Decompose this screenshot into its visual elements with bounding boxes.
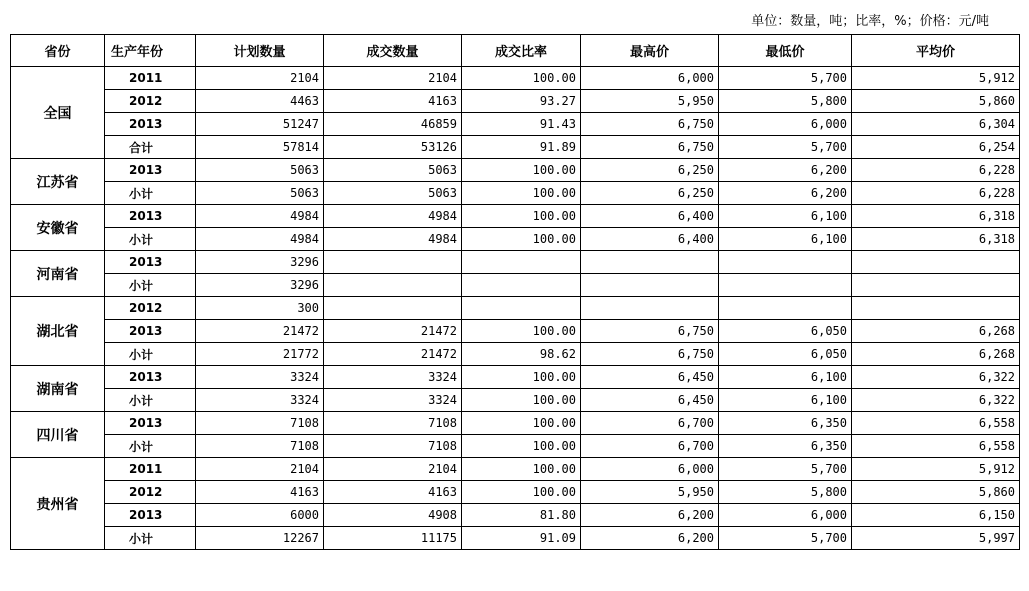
value-cell: 5,700 (719, 67, 852, 90)
value-cell: 6,100 (719, 228, 852, 251)
value-cell: 100.00 (462, 389, 581, 412)
value-cell: 5063 (196, 159, 324, 182)
year-cell: 2013 (105, 113, 196, 136)
value-cell: 4908 (324, 504, 462, 527)
table-row (11, 458, 1020, 481)
value-cell: 4463 (196, 90, 324, 113)
value-cell (719, 297, 852, 320)
table-row (11, 297, 1020, 320)
year-cell: 2012 (105, 297, 196, 320)
year-cell: 2013 (105, 366, 196, 389)
table-row (11, 67, 1020, 90)
value-cell: 6,200 (581, 527, 719, 550)
table-row (11, 366, 1020, 389)
table-row (11, 228, 1020, 251)
year-cell: 2013 (105, 205, 196, 228)
value-cell: 3324 (196, 389, 324, 412)
table-body (11, 67, 1020, 550)
value-cell: 100.00 (462, 412, 581, 435)
value-cell: 5,700 (719, 136, 852, 159)
value-cell: 81.80 (462, 504, 581, 527)
value-cell: 21772 (196, 343, 324, 366)
value-cell: 100.00 (462, 182, 581, 205)
value-cell: 100.00 (462, 159, 581, 182)
value-cell: 6,750 (581, 343, 719, 366)
value-cell: 5,912 (852, 67, 1020, 90)
year-cell: 2013 (105, 504, 196, 527)
value-cell: 6,200 (581, 504, 719, 527)
value-cell: 6,250 (581, 182, 719, 205)
value-cell: 6,318 (852, 205, 1020, 228)
year-cell: 小计 (105, 182, 196, 205)
province-cell: 贵州省 (11, 458, 105, 550)
value-cell (462, 274, 581, 297)
table-row (11, 527, 1020, 550)
year-cell: 2013 (105, 159, 196, 182)
value-cell: 57814 (196, 136, 324, 159)
value-cell: 6,400 (581, 205, 719, 228)
value-cell: 7108 (324, 435, 462, 458)
value-cell (852, 251, 1020, 274)
value-cell: 53126 (324, 136, 462, 159)
value-cell: 11175 (324, 527, 462, 550)
value-cell: 100.00 (462, 458, 581, 481)
value-cell: 12267 (196, 527, 324, 550)
value-cell: 91.09 (462, 527, 581, 550)
value-cell (581, 251, 719, 274)
table-row (11, 343, 1020, 366)
value-cell: 3296 (196, 251, 324, 274)
value-cell: 3296 (196, 274, 324, 297)
value-cell: 46859 (324, 113, 462, 136)
value-cell: 6,350 (719, 435, 852, 458)
value-cell: 5,800 (719, 481, 852, 504)
value-cell: 3324 (324, 389, 462, 412)
value-cell: 6,558 (852, 412, 1020, 435)
value-cell: 5,800 (719, 90, 852, 113)
header-row (11, 35, 1020, 67)
table-row (11, 412, 1020, 435)
value-cell: 6,450 (581, 366, 719, 389)
table-row (11, 251, 1020, 274)
value-cell: 2104 (324, 67, 462, 90)
value-cell (581, 297, 719, 320)
value-cell: 21472 (196, 320, 324, 343)
value-cell: 6,268 (852, 343, 1020, 366)
table-row (11, 389, 1020, 412)
year-cell: 小计 (105, 228, 196, 251)
year-cell: 小计 (105, 527, 196, 550)
table-row (11, 274, 1020, 297)
value-cell: 6,200 (719, 159, 852, 182)
table-row (11, 481, 1020, 504)
value-cell: 4163 (324, 90, 462, 113)
value-cell (324, 251, 462, 274)
value-cell: 5,912 (852, 458, 1020, 481)
year-cell: 合计 (105, 136, 196, 159)
value-cell (324, 297, 462, 320)
value-cell: 6,254 (852, 136, 1020, 159)
value-cell (719, 274, 852, 297)
header-max-price: 最高价 (581, 35, 719, 67)
value-cell: 4984 (196, 205, 324, 228)
value-cell (462, 251, 581, 274)
value-cell: 4984 (324, 228, 462, 251)
year-cell: 2011 (105, 458, 196, 481)
value-cell: 5063 (324, 182, 462, 205)
table-row (11, 113, 1020, 136)
value-cell: 7108 (196, 435, 324, 458)
year-cell: 2012 (105, 481, 196, 504)
value-cell: 4984 (196, 228, 324, 251)
value-cell: 3324 (196, 366, 324, 389)
province-cell: 江苏省 (11, 159, 105, 205)
value-cell: 2104 (196, 458, 324, 481)
value-cell: 6,400 (581, 228, 719, 251)
value-cell: 5,700 (719, 458, 852, 481)
value-cell: 6,100 (719, 205, 852, 228)
value-cell: 21472 (324, 343, 462, 366)
value-cell: 100.00 (462, 366, 581, 389)
value-cell (852, 297, 1020, 320)
province-cell: 四川省 (11, 412, 105, 458)
value-cell: 6,558 (852, 435, 1020, 458)
value-cell: 4163 (196, 481, 324, 504)
value-cell: 98.62 (462, 343, 581, 366)
value-cell: 6,000 (719, 504, 852, 527)
value-cell: 6,050 (719, 343, 852, 366)
value-cell: 100.00 (462, 228, 581, 251)
table-row (11, 159, 1020, 182)
year-cell: 2012 (105, 90, 196, 113)
table-row (11, 136, 1020, 159)
value-cell: 6,268 (852, 320, 1020, 343)
value-cell: 6,450 (581, 389, 719, 412)
value-cell: 100.00 (462, 67, 581, 90)
value-cell: 6,150 (852, 504, 1020, 527)
value-cell: 4984 (324, 205, 462, 228)
value-cell: 6,228 (852, 159, 1020, 182)
table-row (11, 182, 1020, 205)
value-cell: 6,750 (581, 136, 719, 159)
value-cell: 5,700 (719, 527, 852, 550)
year-cell: 2013 (105, 412, 196, 435)
value-cell: 4163 (324, 481, 462, 504)
value-cell (324, 274, 462, 297)
province-cell: 湖北省 (11, 297, 105, 366)
table-row (11, 205, 1020, 228)
value-cell: 5,860 (852, 90, 1020, 113)
header-province: 省份 (11, 35, 105, 67)
year-cell: 小计 (105, 389, 196, 412)
value-cell: 6,000 (581, 67, 719, 90)
value-cell: 6,050 (719, 320, 852, 343)
value-cell: 2104 (196, 67, 324, 90)
value-cell (581, 274, 719, 297)
header-deal-ratio: 成交比率 (462, 35, 581, 67)
unit-note: 单位：数量，吨；比率，%；价格：元/吨 (751, 14, 989, 29)
province-cell: 全国 (11, 67, 105, 159)
table-row (11, 320, 1020, 343)
value-cell: 100.00 (462, 205, 581, 228)
value-cell: 91.89 (462, 136, 581, 159)
value-cell: 5063 (324, 159, 462, 182)
value-cell: 3324 (324, 366, 462, 389)
province-cell: 河南省 (11, 251, 105, 297)
value-cell: 5,950 (581, 481, 719, 504)
value-cell: 6000 (196, 504, 324, 527)
value-cell (719, 251, 852, 274)
value-cell: 21472 (324, 320, 462, 343)
header-deal-qty: 成交数量 (324, 35, 462, 67)
value-cell: 7108 (324, 412, 462, 435)
value-cell: 5,860 (852, 481, 1020, 504)
value-cell: 300 (196, 297, 324, 320)
value-cell: 5,950 (581, 90, 719, 113)
value-cell: 5063 (196, 182, 324, 205)
province-cell: 湖南省 (11, 366, 105, 412)
header-year: 生产年份 (105, 35, 196, 67)
year-cell: 2013 (105, 251, 196, 274)
value-cell: 6,200 (719, 182, 852, 205)
value-cell (852, 274, 1020, 297)
table-row (11, 504, 1020, 527)
year-cell: 小计 (105, 274, 196, 297)
value-cell: 5,997 (852, 527, 1020, 550)
value-cell: 6,100 (719, 389, 852, 412)
year-cell: 2013 (105, 320, 196, 343)
value-cell: 6,700 (581, 435, 719, 458)
value-cell: 6,250 (581, 159, 719, 182)
value-cell: 6,750 (581, 320, 719, 343)
value-cell: 6,750 (581, 113, 719, 136)
value-cell: 7108 (196, 412, 324, 435)
year-cell: 2011 (105, 67, 196, 90)
value-cell: 6,322 (852, 389, 1020, 412)
year-cell: 小计 (105, 343, 196, 366)
auction-results-table (10, 34, 1020, 550)
value-cell: 2104 (324, 458, 462, 481)
province-cell: 安徽省 (11, 205, 105, 251)
value-cell: 91.43 (462, 113, 581, 136)
value-cell: 6,000 (581, 458, 719, 481)
value-cell: 6,228 (852, 182, 1020, 205)
value-cell: 6,700 (581, 412, 719, 435)
value-cell: 6,100 (719, 366, 852, 389)
value-cell: 6,318 (852, 228, 1020, 251)
value-cell: 6,000 (719, 113, 852, 136)
header-planned-qty: 计划数量 (196, 35, 324, 67)
value-cell: 100.00 (462, 481, 581, 504)
value-cell: 6,304 (852, 113, 1020, 136)
value-cell: 93.27 (462, 90, 581, 113)
value-cell: 51247 (196, 113, 324, 136)
year-cell: 小计 (105, 435, 196, 458)
header-min-price: 最低价 (719, 35, 852, 67)
table-row (11, 90, 1020, 113)
value-cell: 100.00 (462, 435, 581, 458)
value-cell (462, 297, 581, 320)
header-avg-price: 平均价 (852, 35, 1020, 67)
value-cell: 6,322 (852, 366, 1020, 389)
value-cell: 100.00 (462, 320, 581, 343)
value-cell: 6,350 (719, 412, 852, 435)
table-row (11, 435, 1020, 458)
